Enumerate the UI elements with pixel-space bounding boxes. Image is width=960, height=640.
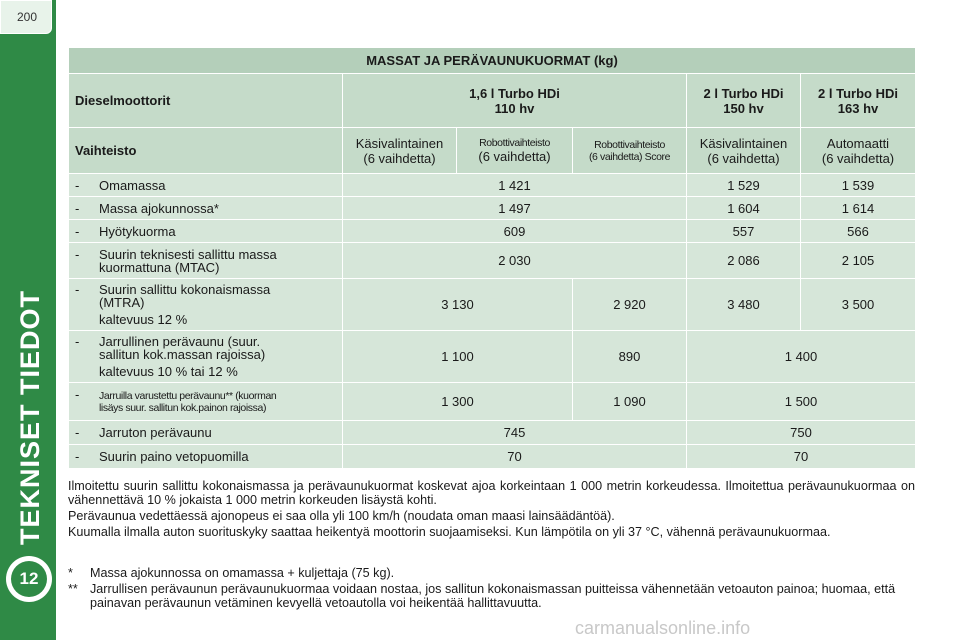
table-title: MASSAT JA PERÄVAUNUKUORMAT (kg) [69,48,916,74]
table-row: - Massa ajokunnossa* 1 497 1 604 1 614 [69,197,916,220]
table-row: - Suurin paino vetopuomilla 70 70 [69,445,916,469]
engine-label: Dieselmoottorit [69,74,343,128]
page-number-box [0,0,52,34]
table-row: - Jarrullinen perävaunu (suur. sallitun kok.massan rajoissa) kaltevuus 10 % tai 12 % 1 100 890 1 400 [69,331,916,383]
gearbox-1: Käsivalintainen (6 vaihdetta) [343,128,457,174]
paragraph-speed: Perävaunua vedettäessä ajonopeus ei saa olla yli 100 km/h (noudata oman maasi lainsäädäntöä). [68,509,615,523]
footnote-1: * Massa ajokunnossa on omamassa + kuljettaja (75 kg). [68,566,395,580]
sidebar [0,0,56,640]
paragraph-altitude: Ilmoitettu suurin sallittu kokonaismassa ja perävaunukuormat koskevat ajoa korkeintaan 1 000 metrin korkeudessa. Ilmoitettua perävaunukuormaa on vähennettävä 10 % jokaista 1 000 metrin korkeuden lisäystä kohti. [68,479,915,507]
gearbox-5: Automaatti (6 vaihdetta) [801,128,916,174]
engine-3: 2 l Turbo HDi 163 hv [801,74,916,128]
section-title: TEKNISET TIEDOT [15,289,45,545]
engine-1: 1,6 l Turbo HDi 110 hv [343,74,687,128]
gearbox-2: Robottivaihteisto (6 vaihdetta) [457,128,573,174]
gearbox-row [69,128,916,174]
gearbox-4: Käsivalintainen (6 vaihdetta) [687,128,801,174]
engine-2: 2 l Turbo HDi 150 hv [687,74,801,128]
footnote-2: ** Jarrullisen perävaunun perävaunukuormaa voidaan nostaa, jos sallitun kokonaismassan puitteissa vähennetään vetoauton painoa; huomaa, että painavan perävaunun vetäminen kevyellä vetoautolla voi heikentää hallittavuutta. [68,582,896,610]
gearbox-3: Robottivaihteisto (6 vaihdetta) Score [573,128,687,174]
table-row: - Jarruilla varustettu perävaunu** (kuorman lisäys suur. sallitun kok.painon rajoissa) 1 300 1 090 1 500 [69,383,916,421]
table-row: - Suurin sallittu kokonaismassa (MTRA) kaltevuus 12 % 3 130 2 920 3 480 3 500 [69,279,916,331]
page-number: 200 [16,10,38,24]
table-row: - Omamassa 1 421 1 529 1 539 [69,174,916,197]
table-row: - Suurin teknisesti sallittu massa kuormattuna (MTAC) 2 030 2 086 2 105 [69,243,916,279]
paragraph-heat: Kuumalla ilmalla auton suorituskyky saattaa heikentyä moottorin suojaamiseksi. Kun lämpötila on yli 37 °C, vähennä perävaunukuormaa. [68,525,831,539]
chapter-badge-icon [6,556,52,602]
engine-row [69,74,916,128]
chapter-number: 12 [11,561,47,597]
gearbox-label: Vaihteisto [69,128,343,174]
watermark: carmanualsonline.info [575,618,751,638]
weights-table [68,47,916,469]
table-row: - Hyötykuorma 609 557 566 [69,220,916,243]
table-row: - Jarruton perävaunu 745 750 [69,421,916,445]
table-title-row [69,48,916,74]
